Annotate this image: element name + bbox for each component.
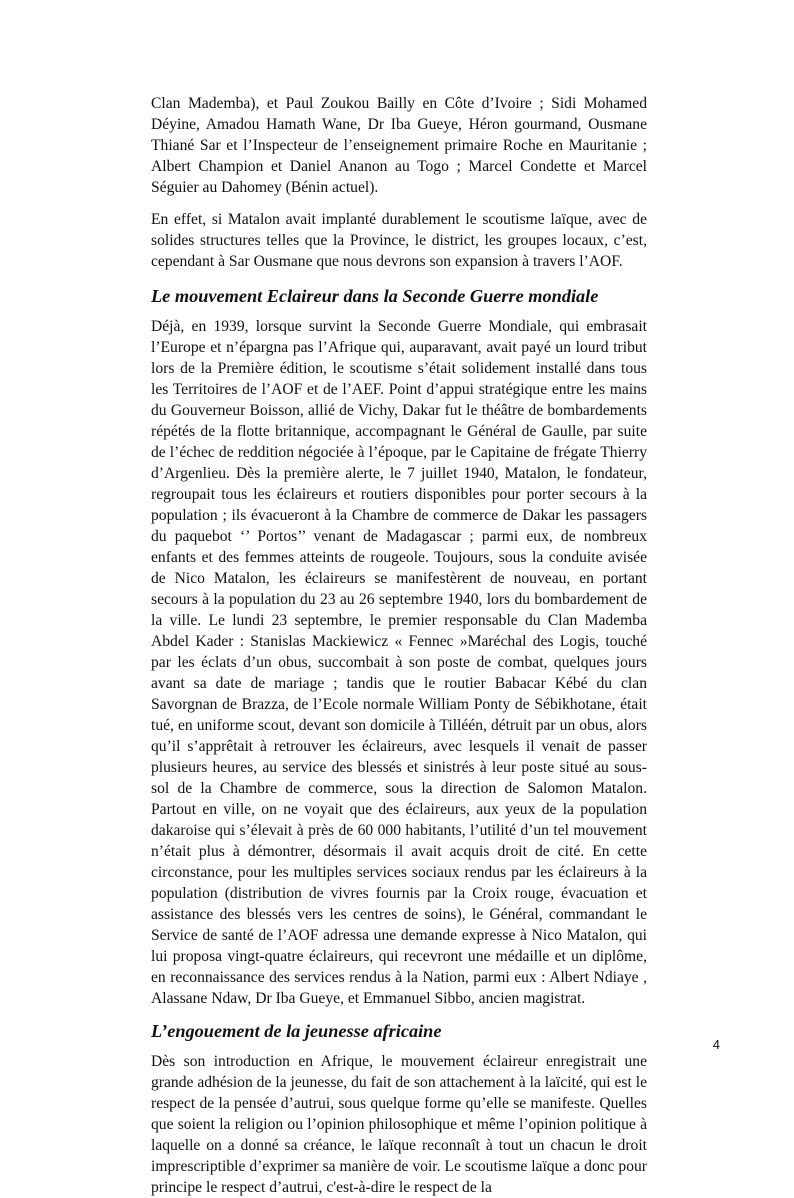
paragraph-war: Déjà, en 1939, lorsque survint la Seconde Guerre Mondiale, qui embrasait l’Europe et n’épargna pas l’Afrique qui, auparavant, avait payé un lourd tribut lors de la Première édition, le scoutisme s’était solidement installé dans tous les Territoires de l’AOF et de l’AEF. Point d’appui stratégique entre les mains du Gouverneur Boisson, allié de Vichy, Dakar fut le théâtre de bombardements répétés de la flotte britannique, accompagnant le Général de Gaulle, par suite de l’échec de reddition négociée à l’époque, par le Capitaine de frégate Thierry d’Argenlieu. Dès la première alerte, le 7 juillet 1940, Matalon, le fondateur, regroupait tous les éclaireurs et routiers disponibles pour porter secours à la population ; ils évacueront à la Chambre de commerce de Dakar les passagers du paquebot ‘’ Portos’’ venant de Madagascar ; parmi eux, de nombreux enfants et des femmes atteints de rougeole. Toujours, sous la conduite avisée de Nico Matalon, les éclaireurs se manifestèrent de nouveau, en portant secours à la population du 23 au 26 septembre 1940, lors du bombardement de la ville. Le lundi 23 septembre, le premier responsable du Clan Mademba Abdel Kader : Stanislas Mackiewicz « Fennec »Maréchal des Logis, touché par les éclats d’un obus, succombait à son poste de combat, quelques jours avant sa date de mariage ; tandis que le routier Babacar Kébé du clan Savorgnan de Brazza, de l’Ecole normale William Ponty de Sébikhotane, était tué, en uniforme scout, devant son domicile à Tilléén, détruit par un obus, alors qu’il s’apprêtait à retrouver les éclaireurs, avec lesquels il venait de passer plusieurs heures, au service des blessés et sinistrés à leur poste situé au sous-sol de la Chambre de commerce, sous la direction de Salomon Matalon. Partout en ville, on ne voyait que des éclaireurs, aux yeux de la population dakaroise qui s’élevait à près de 60 000 habitants, l’utilité d’un tel mouvement n’était plus à démontrer, désormais il avait acquis droit de cité. En cette circonstance, pour les multiples services sociaux rendus par les éclaireurs à la population (distribution de vivres fournis par la Croix rouge, évacuation et assistance des blessés vers les centres de soins), le Général, commandant le Service de santé de l’AOF adressa une demande expresse à Nico Matalon, qui lui proposa vingt-quatre éclaireurs, qui recevront une médaille et un diplôme, en reconnaissance des services rendus à la Nation, parmi eux : Albert Ndiaye , Alassane Ndaw, Dr Iba Gueye, et Emmanuel Sibbo, ancien magistrat. [151,318,647,1007]
section-heading-youth: L’engouement de la jeunesse africaine [151,1021,442,1041]
page-number: 4 [712,1037,720,1052]
paragraph-expansion: En effet, si Matalon avait implanté durablement le scoutisme laïque, avec de solides structures telles que la Province, le district, les groupes locaux, c’est, cependant à Sar Ousmane que nous devrons son expansion à travers l’AOF. [151,211,647,270]
paragraph-continued: Clan Mademba), et Paul Zoukou Bailly en Côte d’Ivoire ; Sidi Mohamed Déyine, Amadou Hamath Wane, Dr Iba Gueye, Héron gourmand, Ousmane Thiané Sar et l’Inspecteur de l’enseignement primaire Roche en Mauritanie ; Albert Champion et Daniel Ananon au Togo ; Marcel Condette et Marcel Séguier au Dahomey (Bénin actuel). [151,95,647,196]
section-heading-war: Le mouvement Eclaireur dans la Seconde Guerre mondiale [151,286,599,306]
paragraph-youth: Dès son introduction en Afrique, le mouvement éclaireur enregistrait une grande adhésion de la jeunesse, du fait de son attachement à la laïcité, qui est le respect de la pensée d’autrui, sous quelque forme qu’elle se manifeste. Quelles que soient la religion ou l’opinion philosophique et même l’opinion politique à laquelle on a donné sa créance, le laïque reconnaît à tout un chacun le droit imprescriptible d’exprimer sa manière de voir. Le scoutisme laïque a donc pour principe le respect d’autrui, c'est-à-dire le respect de la [151,1053,647,1196]
page-content [151,93,647,1198]
